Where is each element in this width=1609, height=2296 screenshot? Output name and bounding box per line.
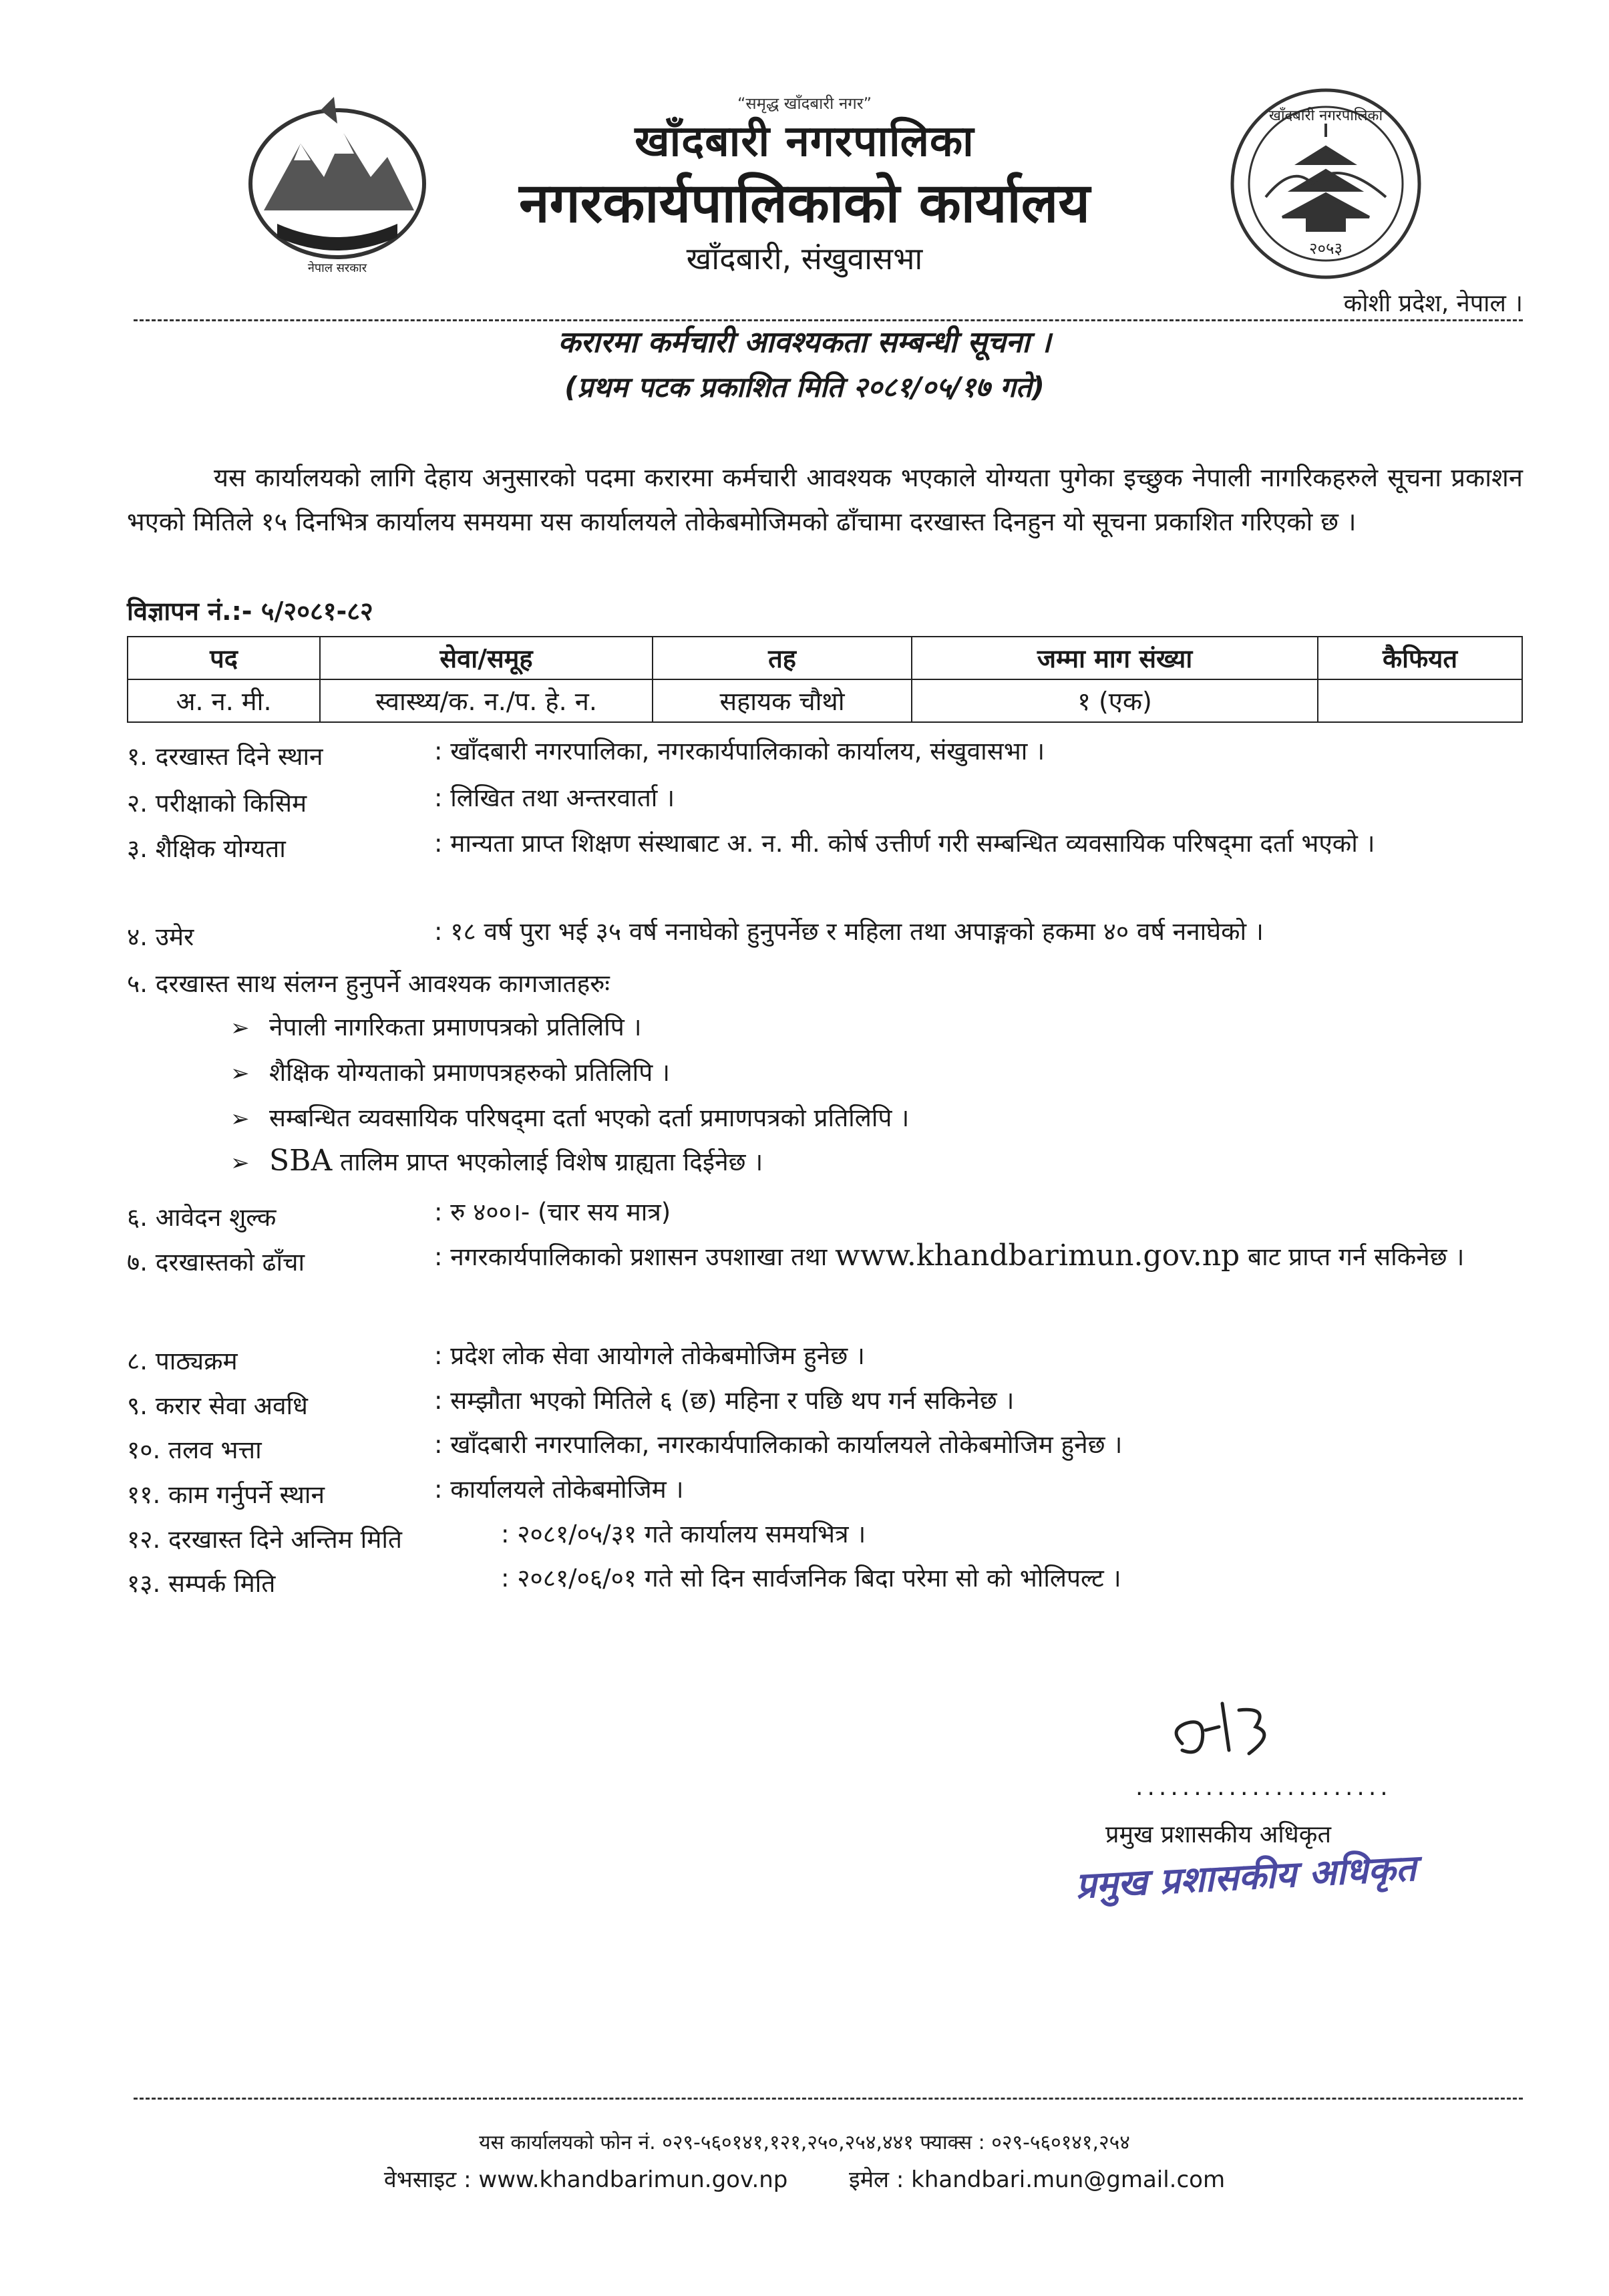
advertisement-number: विज्ञापन नं.:- ५/२०८१-८२ xyxy=(127,597,373,626)
item-label: १२. दरखास्त दिने अन्तिम मिति xyxy=(127,1525,403,1554)
official-stamp: प्रमुख प्रशासकीय अधिकृत xyxy=(1074,1846,1417,1907)
item-label: १०. तलव भत्ता xyxy=(127,1436,262,1464)
province-label: कोशी प्रदेश, नेपाल । xyxy=(1343,290,1523,317)
table-header: तह xyxy=(653,637,912,679)
table-header-row xyxy=(128,637,1522,679)
notice-title: करारमा कर्मचारी आवश्यकता सम्बन्धी सूचना । xyxy=(558,325,1051,359)
document-text: शैक्षिक योग्यताको प्रमाणपत्रहरुको प्रतिलिपि । xyxy=(269,1058,671,1087)
table-row xyxy=(128,679,1522,722)
org-name: खाँदबारी नगरपालिका xyxy=(635,117,974,166)
footer-web-email xyxy=(0,2163,1609,2194)
notice-subtitle: (प्रथम पटक प्रकाशित मिति २०८१/०५/१७ गते) xyxy=(564,371,1045,403)
document-bullet xyxy=(230,1009,642,1043)
motto: “समृद्ध खाँदबारी नगर” xyxy=(737,94,872,113)
table-header: सेवा/समूह xyxy=(320,637,653,679)
item-value: : १८ वर्ष पुरा भई ३५ वर्ष ननाघेको हुनुपर्नेछ र महिला तथा अपाङ्गको हकमा ४० वर्ष ननाघेको । xyxy=(434,917,1264,946)
signature-line: ...................... xyxy=(1135,1774,1392,1801)
item-label: ३. शैक्षिक योग्यता xyxy=(127,834,286,863)
item-label: १३. सम्पर्क मिति xyxy=(127,1569,276,1598)
item-value: : मान्यता प्राप्त शिक्षण संस्थाबाट अ. न. मी. कोर्ष उत्तीर्ण गरी सम्बन्धित व्यवसायिक परिषद्‌मा दर्ता भएको । xyxy=(434,829,1375,858)
table-cell: स्वास्थ्य/क. न./प. हे. न. xyxy=(320,679,653,722)
document-text: तालिम प्राप्त भएकोलाई विशेष ग्राह्यता दिईनेछ । xyxy=(332,1148,763,1176)
document-bullet xyxy=(230,1054,670,1088)
item-label: २. परीक्षाको किसिम xyxy=(127,789,307,818)
table-header: पद xyxy=(128,637,320,679)
item-value: : खाँदबारी नगरपालिका, नगरकार्यपालिकाको कार्यालय, संखुवासभा । xyxy=(434,737,1045,766)
website-label: वेभसाइट : xyxy=(383,2166,472,2193)
item-label: ११. काम गर्नुपर्ने स्थान xyxy=(127,1480,325,1509)
document-prefix: SBA xyxy=(269,1144,333,1178)
item-value: : खाँदबारी नगरपालिका, नगरकार्यपालिकाको कार्यालयले तोकेबमोजिम हुनेछ । xyxy=(434,1430,1123,1459)
item-value: : रु ४००।- (चार सय मात्र) xyxy=(434,1198,671,1226)
post-table xyxy=(127,636,1523,723)
office-address: खाँदबारी, संखुवासभा xyxy=(686,240,923,277)
item-value: : २०८१/०६/०१ गते सो दिन सार्वजनिक बिदा परेमा सो को भोलिपल्ट । xyxy=(501,1564,1121,1593)
document-bullet xyxy=(230,1144,763,1178)
item-label: १. दरखास्त दिने स्थान xyxy=(127,742,323,771)
emblem-right-year: २०५३ xyxy=(1309,239,1343,258)
arrow-right-icon: ➢ xyxy=(230,1060,250,1087)
email-label: इमेल : xyxy=(849,2166,904,2193)
table-header: जम्मा माग संख्या xyxy=(912,637,1318,679)
item-value: : कार्यालयले तोकेबमोजिम । xyxy=(434,1475,684,1504)
arrow-right-icon: ➢ xyxy=(230,1015,250,1041)
footer-divider xyxy=(134,2098,1523,2100)
item-value: : प्रदेश लोक सेवा आयोगले तोकेबमोजिम हुनेछ । xyxy=(434,1341,865,1370)
emblem-left-text: नेपाल सरकार xyxy=(307,261,367,275)
table-cell: १ (एक) xyxy=(912,679,1318,722)
item-label: ६. आवेदन शुल्क xyxy=(127,1203,277,1232)
table-cell: सहायक चौथो xyxy=(653,679,912,722)
table-cell: अ. न. मी. xyxy=(128,679,320,722)
footer-email-link[interactable]: khandbari.mun@gmail.com xyxy=(911,2166,1226,2193)
document-text: सम्बन्धित व्यवसायिक परिषद्‌मा दर्ता भएको दर्ता प्रमाणपत्रको प्रतिलिपि । xyxy=(269,1104,910,1132)
item-label: ९. करार सेवा अवधि xyxy=(127,1391,308,1420)
item-value: : नगरकार्यपालिकाको प्रशासन उपशाखा तथा www.khandbarimun.gov.np बाट प्राप्त गर्न सकिनेछ । xyxy=(434,1239,1465,1273)
item-label: ५. दरखास्त साथ संलग्न हुनुपर्ने आवश्यक कागजातहरुः xyxy=(127,969,610,998)
signature-image xyxy=(1155,1690,1329,1770)
emblem-right-text: खाँदबारी नगरपालिका xyxy=(1268,108,1383,124)
office-name: नगरकार्यपालिकाको कार्यालय xyxy=(519,172,1090,235)
municipality-logo-icon xyxy=(1226,84,1426,284)
arrow-right-icon: ➢ xyxy=(230,1106,250,1132)
document-text: नेपाली नागरिकता प्रमाणपत्रको प्रतिलिपि । xyxy=(269,1013,642,1041)
intro-paragraph: यस कार्यालयको लागि देहाय अनुसारको पदमा करारमा कर्मचारी आवश्यक भएकाले योग्यता पुगेका इच्छुक नेपाली नागरिकहरुले सूचना प्रकाशन भएको मितिले १५ दिनभित्र कार्यालय समयमा यस कार्यालयले तोकेबमोजिमको ढाँचामा दरखास्त दिनहुन यो सूचना प्रकाशित गरिएको छ । xyxy=(127,463,1523,536)
website-link[interactable]: www.khandbarimun.gov.np xyxy=(835,1239,1240,1273)
table-cell xyxy=(1318,679,1522,722)
table-header: कैफियत xyxy=(1318,637,1522,679)
arrow-right-icon: ➢ xyxy=(230,1150,250,1176)
footer-contact: यस कार्यालयको फोन नं. ०२९-५६०१४१,१२१,२५०,२५४,४४१ फ्याक्स : ०२९-५६०१४१,२५४ xyxy=(479,2131,1130,2154)
document-bullet xyxy=(230,1100,909,1134)
item-label: ८. पाठ्यक्रम xyxy=(127,1347,238,1375)
item-value: : सम्झौता भएको मितिले ६ (छ) महिना र पछि थप गर्न सकिनेछ । xyxy=(434,1386,1015,1415)
item-label: ४. उमेर xyxy=(127,923,194,951)
footer-website-link[interactable]: www.khandbarimun.gov.np xyxy=(478,2166,788,2193)
signatory-title: प्रमुख प्रशासकीय अधिकृत xyxy=(1105,1821,1331,1848)
item-value: : लिखित तथा अन्तरवार्ता । xyxy=(434,784,675,812)
item-label: ७. दरखास्तको ढाँचा xyxy=(127,1248,305,1277)
item-value: : २०८१/०५/३१ गते कार्यालय समयभित्र । xyxy=(501,1520,866,1548)
